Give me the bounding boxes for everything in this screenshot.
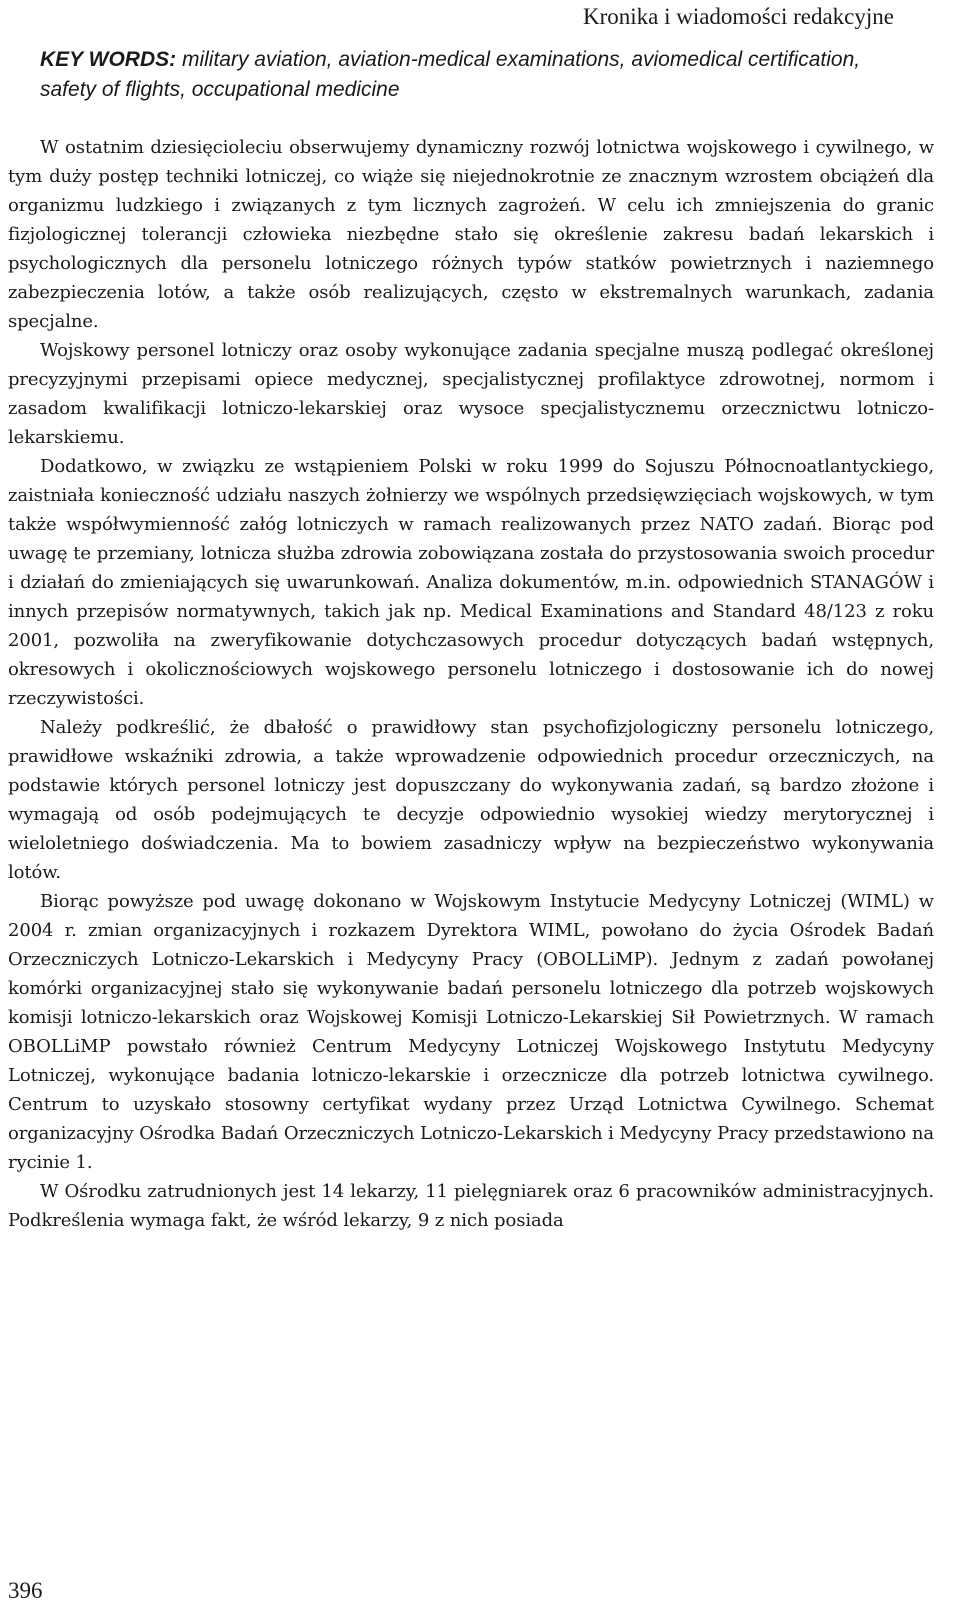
article-body: [8, 133, 934, 1235]
paragraph: Biorąc powyższe pod uwagę dokonano w Wojskowym Instytucie Medycyny Lotniczej (WIML) w 2004 r. zmian organizacyjnych i rozkazem Dyrektora WIML, powołano do życia Ośrodek Badań Orzeczniczych Lotniczo-Lekarskich i Medycyny Pracy (OBOLLiMP). Jednym z zadań powołanej komórki organizacyjnej stało się wykonywanie badań personelu lotniczego dla potrzeb wojskowych komisji lotniczo-lekarskich oraz Wojskowej Komisji Lotniczo-Lekarskiej Sił Powietrznych. W ramach OBOLLiMP powstało również Centrum Medycyny Lotniczej Wojskowego Instytutu Medycyny Lotniczej, wykonujące badania lotniczo-lekarskie i orzecznicze dla potrzeb lotnictwa cywilnego. Centrum to uzyskało stosowny certyfikat wydany przez Urząd Lotnictwa Cywilnego. Schemat organizacyjny Ośrodka Badań Orzeczniczych Lotniczo-Lekarskich i Medycyny Pracy przedstawiono na rycinie 1.: [8, 891, 934, 1173]
paragraph: Należy podkreślić, że dbałość o prawidłowy stan psychofizjologiczny personelu lotniczego, prawidłowe wskaźniki zdrowia, a także wprowadzenie odpowiednich procedur orzeczniczych, na podstawie których personel lotniczy jest dopuszczany do wykonywania zadań, są bardzo złożone i wymagają od osób podejmujących te decyzje odpowiednio wysokiej wiedzy merytorycznej i wieloletniego doświadczenia. Ma to bowiem zasadniczy wpływ na bezpieczeństwo wykonywania lotów.: [8, 717, 934, 883]
keywords-label: KEY WORDS:: [40, 48, 177, 71]
paragraph: W ostatnim dziesięcioleciu obserwujemy dynamiczny rozwój lotnictwa wojskowego i cywilnego, w tym duży postęp techniki lotniczej, co wiąże się niejednokrotnie ze znacznym wzrostem obciążeń dla organizmu ludzkiego i związanych z tym licznych zagrożeń. W celu ich zmniejszenia do granic fizjologicznej tolerancji człowieka niezbędne stało się określenie zakresu badań lekarskich i psychologicznych dla personelu lotniczego różnych typów statków powietrznych i naziemnego zabezpieczenia lotów, a także osób realizujących, często w ekstremalnych warunkach, zadania specjalne.: [8, 137, 934, 332]
paragraph: W Ośrodku zatrudnionych jest 14 lekarzy, 11 pielęgniarek oraz 6 pracowników administracyjnych. Podkreślenia wymaga fakt, że wśród lekarzy, 9 z nich posiada: [8, 1181, 934, 1231]
running-header-title: Kronika i wiadomości redakcyjne: [582, 4, 894, 29]
keywords-block: [40, 45, 908, 105]
page-number: 396: [8, 1578, 43, 1603]
document-page: [8, 0, 934, 1607]
keywords-text: military aviation, aviation-medical examinations, aviomedical certification, safety of flights, occupational medicine: [40, 48, 861, 101]
paragraph: Dodatkowo, w związku ze wstąpieniem Polski w roku 1999 do Sojuszu Północnoatlantyckiego, zaistniała konieczność udziału naszych żołnierzy we wspólnych przedsięwzięciach wojskowych, w tym także współwymienność załóg lotniczych w ramach realizowanych przez NATO zadań. Biorąc pod uwagę te przemiany, lotnicza służba zdrowia zobowiązana została do przystosowania swoich procedur i działań do zmieniających się uwarunkowań. Analiza dokumentów, m.in. odpowiednich STANAGÓW i innych przepisów normatywnych, takich jak np. Medical Examinations and Standard 48/123 z roku 2001, pozwoliła na zweryfikowanie dotychczasowych procedur dotyczących badań wstępnych, okresowych i okolicznościowych wojskowego personelu lotniczego i dostosowanie ich do nowej rzeczywistości.: [8, 456, 934, 709]
paragraph: Wojskowy personel lotniczy oraz osoby wykonujące zadania specjalne muszą podlegać określonej precyzyjnymi przepisami opiece medycznej, specjalistycznej profilaktyce zdrowotnej, normom i zasadom kwalifikacji lotniczo-lekarskiej oraz wysoce specjalistycznemu orzecznictwu lotniczo-lekarskiemu.: [8, 340, 934, 448]
